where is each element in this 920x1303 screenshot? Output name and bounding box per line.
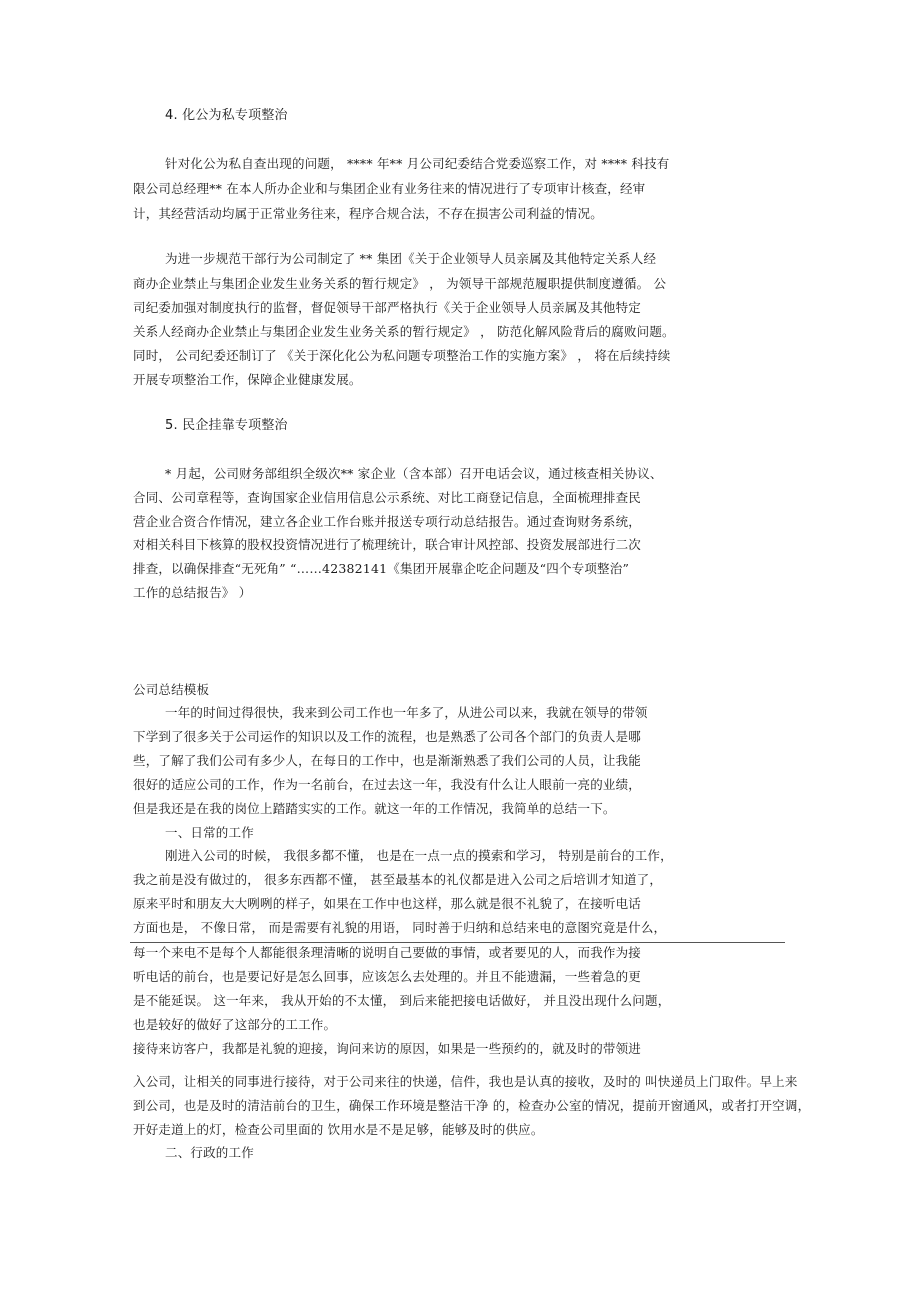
paragraph-line: 很好的适应公司的工作，作为一名前台，在过去这一年，我没有什么让人眼前一亮的业绩， <box>133 777 642 792</box>
paragraph-line: 同时， 公司纪委还制订了 《关于深化化公为私问题专项整治工作的实施方案》 ， 将在后续持续 <box>133 348 671 363</box>
paragraph-line: 到公司，也是及时的清洁前台的卫生，确保工作环境是整洁干净 的，检查办公室的情况，提前开窗通风，或者打开空调， <box>133 1098 811 1113</box>
paragraph-line: 听电话的前台，也是要记好是怎么回事，应该怎么去处理的。并且不能遗漏，一些着急的更 <box>133 969 642 984</box>
paragraph-line: 原来平时和朋友大大咧咧的样子，如果在工作中也这样，那么就是很不礼貌了，在接听电话 <box>133 896 642 911</box>
paragraph-line: 对相关科目下核算的股权投资情况进行了梳理统计，联合审计风控部、投资发展部进行二次 <box>133 537 642 552</box>
paragraph-line: 针对化公为私自查出现的问题， **** 年** 月公司纪委结合党委巡察工作，对 **** 科技有 <box>165 156 670 171</box>
paragraph-line: 开好走道上的灯，检查公司里面的 饮用水是不是足够，能够及时的供应。 <box>133 1122 544 1137</box>
paragraph-line: 刚进入公司的时候， 我很多都不懂， 也是在一点一点的摸索和学习， 特别是前台的工作， <box>165 848 673 863</box>
paragraph-line: 下学到了很多关于公司运作的知识以及工作的流程，也是熟悉了公司各个部门的负责人是哪 <box>133 729 642 744</box>
paragraph-line: 合同、公司章程等，查询国家企业信用信息公示系统、对比工商登记信息，全面梳理排查民 <box>133 490 642 505</box>
paragraph-line: 方面也是， 不像日常， 而是需要有礼貌的用语， 同时善于归纳和总结来电的意图究竟是什么， <box>133 920 667 935</box>
section-heading-5: 5. 民企挂靠专项整治 <box>165 418 288 433</box>
paragraph-line: 计，其经营活动均属于正常业务往来，程序合规合法，不存在损害公司利益的情况。 <box>133 206 603 221</box>
paragraph-line: 营企业合资合作情况，建立各企业工作台账并报送专项行动总结报告。通过查询财务系统， <box>133 514 642 529</box>
paragraph-line: 为进一步规范干部行为公司制定了 ** 集团《关于企业领导人员亲属及其他特定关系人经 <box>165 251 657 266</box>
template-title: 公司总结模板 <box>133 682 210 697</box>
subheading-daily-work: 一、日常的工作 <box>165 825 254 840</box>
paragraph-line: 排查，以确保排查“无死角” “……42382141《集团开展靠企吃企问题及“四个专项整治” <box>133 561 630 576</box>
paragraph-line: * 月起，公司财务部组织全级次** 家企业（含本部）召开电话会议，通过核查相关协议、 <box>165 466 663 481</box>
paragraph-line: 我之前是没有做过的， 很多东西都不懂， 甚至最基本的礼仪都是进入公司之后培训才知道了， <box>133 872 663 887</box>
paragraph-line: 关系人经商办企业禁止与集团企业发生业务关系的暂行规定》 ， 防范化解风险背后的腐败问题。 <box>133 324 675 339</box>
horizontal-rule <box>130 942 785 943</box>
paragraph-line: 是不能延误。 这一年来， 我从开始的不太懂， 到后来能把接电话做好， 并且没出现什么问题， <box>133 993 671 1008</box>
paragraph-line: 但是我还是在我的岗位上踏踏实实的工作。就这一年的工作情况，我简单的总结一下。 <box>133 801 616 816</box>
section-heading-4: 4. 化公为私专项整治 <box>165 108 288 123</box>
paragraph-line: 入公司，让相关的同事进行接待，对于公司来往的快递，信件，我也是认真的接收，及时的 叫快递员上门取件。早上来 <box>133 1074 798 1089</box>
paragraph-line: 每一个来电不是每个人都能很条理清晰的说明自己要做的事情，或者要见的人，而我作为接 <box>133 945 642 960</box>
paragraph-line: 也是较好的做好了这部分的工工作。 <box>133 1017 337 1032</box>
paragraph-line: 一年的时间过得很快，我来到公司工作也一年多了，从进公司以来，我就在领导的带领 <box>165 705 648 720</box>
paragraph-line: 些，了解了我们公司有多少人，在每日的工作中，也是渐渐熟悉了我们公司的人员，让我能 <box>133 753 642 768</box>
paragraph-line: 限公司总经理** 在本人所办企业和与集团企业有业务往来的情况进行了专项审计核查，经审 <box>133 181 646 196</box>
paragraph-line: 开展专项整治工作，保障企业健康发展。 <box>133 372 362 387</box>
paragraph-line: 司纪委加强对制度执行的监督，督促领导干部严格执行《关于企业领导人员亲属及其他特定 <box>133 300 642 315</box>
paragraph-line: 工作的总结报告》 ） <box>133 585 252 600</box>
paragraph-line: 商办企业禁止与集团企业发生业务关系的暂行规定》 ， 为领导干部规范履职提供制度遵循。 公 <box>133 276 667 291</box>
paragraph-line: 接待来访客户，我都是礼貌的迎接，询问来访的原因，如果是一些预约的，就及时的带领进 <box>133 1041 642 1056</box>
subheading-admin-work: 二、行政的工作 <box>165 1145 254 1160</box>
